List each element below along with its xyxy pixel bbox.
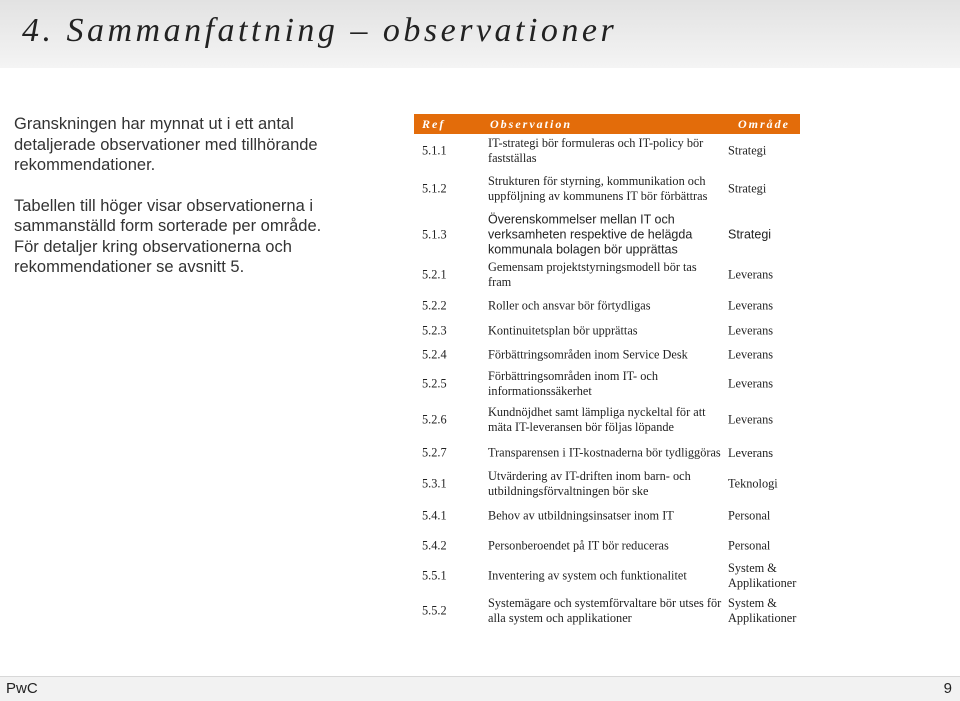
table-row	[414, 296, 800, 316]
row-area: Strategi	[728, 227, 772, 242]
table-row	[414, 258, 800, 292]
table-row	[414, 468, 800, 500]
row-area: System & Applikationer	[728, 561, 797, 590]
row-ref: 5.1.1	[422, 143, 447, 158]
row-observation: Roller och ansvar bör förtydligas	[488, 298, 651, 313]
table-row	[414, 166, 800, 212]
row-area: Leverans	[728, 267, 774, 282]
row-observation: Kundnöjdhet samt lämpliga nyckeltal för att mäta IT-leveransen bör följas löpande	[488, 405, 706, 434]
row-area: Leverans	[728, 412, 774, 427]
row-area: Strategi	[728, 181, 767, 196]
table-row	[414, 560, 800, 592]
row-observation: Personberoendet på IT bör reduceras	[488, 538, 669, 553]
footer-bar	[0, 676, 960, 701]
row-ref: 5.2.1	[422, 267, 447, 282]
row-observation: IT-strategi bör formuleras och IT-policy bör fastställas	[488, 136, 704, 165]
row-ref: 5.5.2	[422, 603, 447, 618]
row-ref: 5.4.1	[422, 508, 447, 523]
table-row	[414, 536, 800, 556]
row-area: Strategi	[728, 143, 767, 158]
row-ref: 5.2.6	[422, 412, 447, 427]
table-header	[414, 114, 800, 134]
row-ref: 5.2.5	[422, 376, 447, 391]
row-area: Leverans	[728, 298, 774, 313]
table-row	[414, 506, 800, 526]
header-observation: Observation	[490, 117, 572, 131]
table-row	[414, 594, 800, 628]
row-ref: 5.1.3	[422, 227, 447, 242]
row-ref: 5.2.7	[422, 445, 447, 460]
row-area: Leverans	[728, 376, 774, 391]
table-row	[414, 136, 800, 166]
row-ref: 5.2.3	[422, 323, 447, 338]
row-observation: Förbättringsområden inom Service Desk	[488, 347, 688, 362]
row-observation: Gemensam projektstyrningsmodell bör tas fram	[488, 260, 697, 289]
row-area: Leverans	[728, 347, 774, 362]
row-observation: Behov av utbildningsinsatser inom IT	[488, 508, 674, 523]
footer-brand: PwC	[6, 680, 38, 697]
header-ref: Ref	[422, 117, 446, 131]
header-area: Område	[738, 117, 790, 131]
table-row	[414, 345, 800, 365]
row-area: Personal	[728, 508, 771, 523]
table-row	[414, 404, 800, 436]
intro-paragraph-1: Granskningen har mynnat ut i ett antal detaljerade observationer med tillhörande rekommendationer.	[14, 115, 318, 174]
row-ref: 5.5.1	[422, 568, 447, 583]
row-ref: 5.4.2	[422, 538, 447, 553]
row-observation: Strukturen för styrning, kommunikation och uppföljning av kommunens IT bör förbättras	[488, 174, 708, 203]
page-title: 4. Sammanfattning – observationer	[22, 12, 618, 49]
row-ref: 5.1.2	[422, 181, 447, 196]
intro-text	[14, 114, 324, 298]
intro-paragraph-2: Tabellen till höger visar observationerna i sammanställd form sorterade per område. För detaljer kring observationerna och rekommendationer se avsnitt 5.	[14, 196, 322, 276]
row-observation: Inventering av system och funktionalitet	[488, 568, 687, 583]
row-observation: Transparensen i IT-kostnaderna bör tydliggöras	[488, 445, 721, 460]
row-observation: Överenskommelser mellan IT och verksamheten respektive de helägda kommunala bolagen bör upprättas	[488, 212, 693, 257]
row-area: System & Applikationer	[728, 596, 797, 625]
page-number: 9	[943, 680, 952, 697]
table-row	[414, 321, 800, 341]
row-observation: Systemägare och systemförvaltare bör utses för alla system och applikationer	[488, 596, 722, 625]
row-area: Leverans	[728, 323, 774, 338]
table-row	[414, 368, 800, 400]
row-area: Personal	[728, 538, 771, 553]
row-ref: 5.2.2	[422, 298, 447, 313]
observations-table	[414, 114, 800, 634]
row-observation: Förbättringsområden inom IT- och informationssäkerhet	[488, 369, 658, 398]
table-row	[414, 438, 800, 468]
row-area: Teknologi	[728, 476, 778, 491]
row-ref: 5.2.4	[422, 347, 447, 362]
row-observation: Utvärdering av IT-driften inom barn- och utbildningsförvaltningen bör ske	[488, 469, 691, 498]
table-row	[414, 212, 800, 258]
row-ref: 5.3.1	[422, 476, 447, 491]
row-observation: Kontinuitetsplan bör upprättas	[488, 323, 638, 338]
row-area: Leverans	[728, 446, 774, 460]
